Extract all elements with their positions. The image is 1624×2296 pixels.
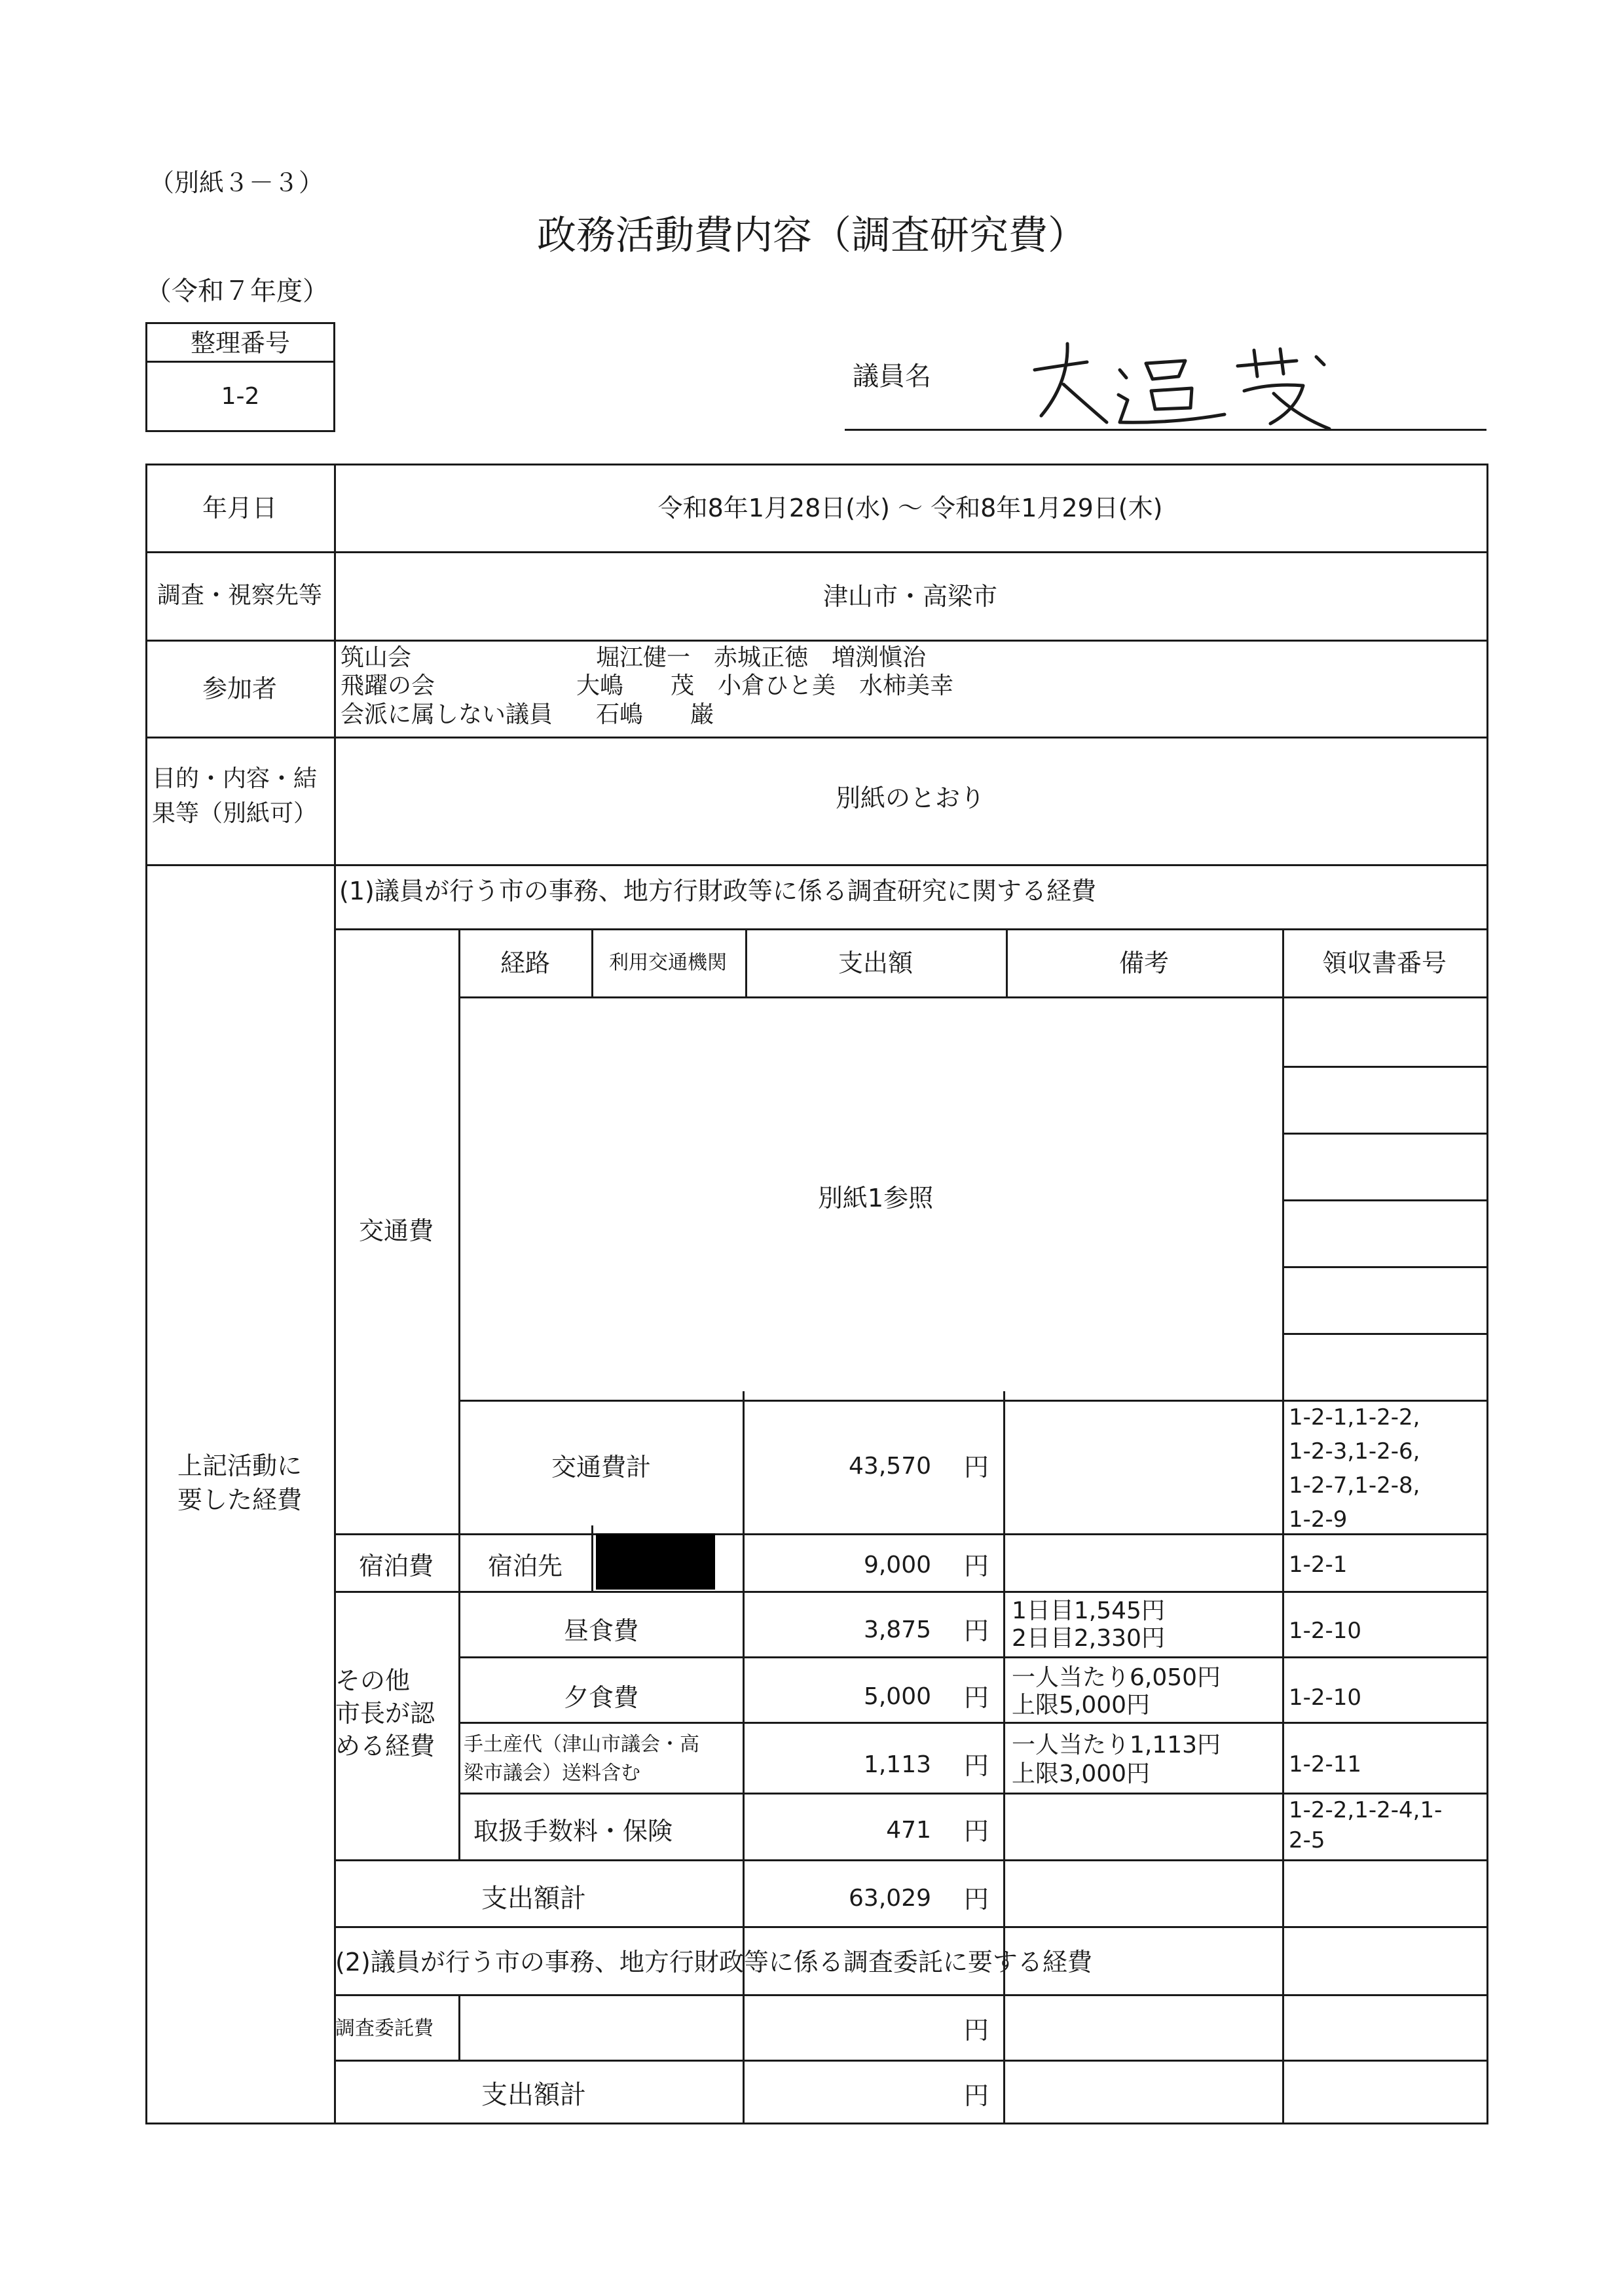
section-1-total-label: 支出額計 xyxy=(481,1884,586,1914)
annex-label: （別紙３－３） xyxy=(149,168,324,197)
souvenir-label: 梁市議会）送料含む xyxy=(464,1762,640,1785)
section-2-total-label: 支出額計 xyxy=(481,2080,586,2110)
participant-group: 会派に属しない議員 xyxy=(341,701,553,728)
souvenir-note: 一人当たり1,113円 xyxy=(1012,1732,1221,1758)
consignment-label: 調査委託費 xyxy=(335,2017,434,2040)
column-header-receipt: 領収書番号 xyxy=(1321,949,1447,977)
participants-label: 参加者 xyxy=(202,674,278,703)
lunch-amount: 3,875 xyxy=(863,1616,931,1643)
participant-group: 筑山会 xyxy=(341,644,412,671)
yen-unit: 円 xyxy=(964,2081,989,2110)
participant-names: 大嶋 茂 小倉ひと美 水柿美幸 xyxy=(576,672,954,699)
dinner-label: 夕食費 xyxy=(563,1683,639,1712)
participant-names: 石嶋 巌 xyxy=(596,701,714,728)
lunch-note: 1日目1,545円 xyxy=(1012,1597,1165,1624)
dinner-note: 上限5,000円 xyxy=(1012,1692,1151,1719)
receipt-number: 1-2-9 xyxy=(1289,1506,1348,1533)
lodging-place-label: 宿泊先 xyxy=(487,1552,563,1580)
redacted-lodging-name xyxy=(596,1533,715,1590)
lodging-amount: 9,000 xyxy=(863,1552,931,1578)
receipt-number: 1-2-7,1-2-8, xyxy=(1289,1472,1420,1499)
transport-subtotal-divider xyxy=(458,1400,1488,1402)
transport-label: 交通費 xyxy=(358,1216,434,1245)
reference-number-value: 1-2 xyxy=(221,383,260,410)
member-signature xyxy=(1022,331,1362,435)
column-header-notes: 備考 xyxy=(1118,949,1170,977)
section-2-title: (2)議員が行う市の事務、地方行財政等に係る調査委託に要する経費 xyxy=(335,1948,1092,1977)
fees-insurance-label: 取扱手数料・保険 xyxy=(473,1817,673,1846)
receipt-number: 1-2-11 xyxy=(1289,1751,1362,1777)
other-expenses-label: その他 xyxy=(335,1666,411,1695)
purpose-value: 別紙のとおり xyxy=(835,784,986,812)
column-header-transport: 利用交通機関 xyxy=(609,951,727,974)
section-1-total-amount: 63,029 xyxy=(849,1885,931,1912)
souvenir-amount: 1,113 xyxy=(863,1751,931,1778)
yen-unit: 円 xyxy=(964,1683,989,1712)
destination-label: 調査・視察先等 xyxy=(157,582,323,609)
yen-unit: 円 xyxy=(964,1817,989,1846)
souvenir-label: 手土産代（津山市議会・高 xyxy=(464,1733,699,1756)
purpose-label: 果等（別紙可） xyxy=(152,800,318,827)
lunch-note: 2日目2,330円 xyxy=(1012,1625,1165,1652)
receipt-number: 1-2-2,1-2-4,1- xyxy=(1289,1797,1443,1823)
column-header-amount: 支出額 xyxy=(838,949,913,977)
date-label: 年月日 xyxy=(202,494,278,522)
section-1-title: (1)議員が行う市の事務、地方行財政等に係る調査研究に関する経費 xyxy=(339,877,1096,905)
yen-unit: 円 xyxy=(964,1552,989,1580)
receipt-number: 1-2-10 xyxy=(1289,1685,1362,1711)
purpose-label: 目的・内容・結 xyxy=(152,765,318,792)
transport-subtotal-label: 交通費計 xyxy=(551,1453,652,1482)
yen-unit: 円 xyxy=(964,2016,989,2045)
member-name-label: 議員名 xyxy=(853,361,931,392)
transport-reference: 別紙1参照 xyxy=(817,1184,934,1212)
lodging-label: 宿泊費 xyxy=(358,1552,434,1580)
yen-unit: 円 xyxy=(964,1453,989,1482)
expenses-label: 上記活動に xyxy=(177,1451,303,1480)
column-header-route: 経路 xyxy=(500,949,551,977)
receipt-number: 1-2-10 xyxy=(1289,1618,1362,1644)
date-value: 令和8年1月28日(水) ～ 令和8年1月29日(木) xyxy=(657,494,1163,522)
receipt-number: 2-5 xyxy=(1289,1827,1325,1853)
yen-unit: 円 xyxy=(964,1616,989,1645)
expenses-label: 要した経費 xyxy=(177,1485,303,1514)
other-expenses-label: 市長が認 xyxy=(335,1699,435,1728)
yen-unit: 円 xyxy=(964,1885,989,1914)
fees-insurance-amount: 471 xyxy=(886,1817,931,1844)
member-name-underline xyxy=(845,429,1486,431)
transport-subtotal-amount: 43,570 xyxy=(849,1453,931,1480)
receipt-number: 1-2-1,1-2-2, xyxy=(1289,1404,1420,1430)
receipt-number: 1-2-1 xyxy=(1289,1552,1348,1578)
destination-value: 津山市・高梁市 xyxy=(822,582,998,611)
participant-group: 飛躍の会 xyxy=(341,672,435,699)
souvenir-note: 上限3,000円 xyxy=(1012,1760,1151,1787)
fiscal-year: （令和７年度） xyxy=(145,276,329,306)
receipt-number: 1-2-3,1-2-6, xyxy=(1289,1438,1420,1465)
other-expenses-label: める経費 xyxy=(335,1732,435,1760)
dinner-note: 一人当たり6,050円 xyxy=(1012,1664,1221,1691)
dinner-amount: 5,000 xyxy=(863,1683,931,1710)
participant-names: 堀江健一 赤城正徳 増渕愼治 xyxy=(596,644,927,671)
yen-unit: 円 xyxy=(964,1751,989,1780)
page-title: 政務活動費内容（調査研究費） xyxy=(537,213,1087,259)
lunch-label: 昼食費 xyxy=(563,1616,639,1645)
reference-number-label: 整理番号 xyxy=(190,329,291,357)
